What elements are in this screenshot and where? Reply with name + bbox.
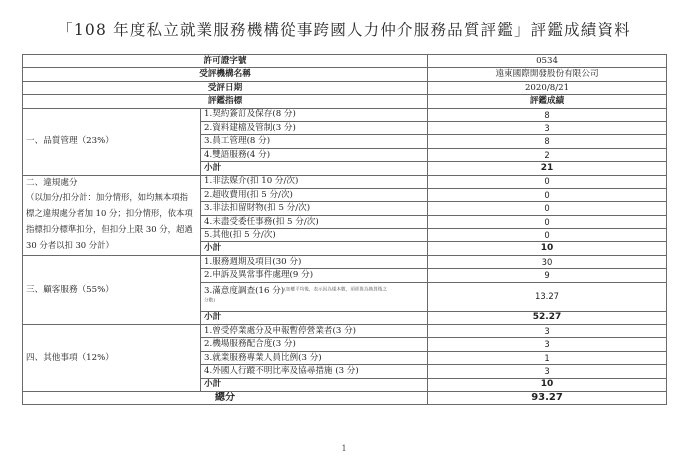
subtotal-value: 10 — [428, 242, 667, 255]
item-label: 5.其他(扣 5 分/次) — [201, 229, 428, 242]
category-note: 標之違規處分者加 10 分；扣分情形，依本項 — [26, 207, 193, 218]
info-row-agency — [23, 68, 667, 81]
item-label: 1.服務週期及項目(30 分) — [201, 255, 428, 268]
item-score: 0 — [428, 175, 667, 188]
category-customer-service — [23, 255, 201, 324]
category-title: 三、顧客服務（55%） — [26, 284, 114, 295]
item-label: 2.超收費用(扣 5 分/次) — [201, 188, 428, 201]
category-quality — [23, 108, 201, 175]
subtotal-label: 小計 — [201, 378, 428, 391]
info-row-license — [23, 55, 667, 68]
subtotal-label: 小計 — [201, 242, 428, 255]
item-label: 1.曾受停業處分及申報暫停營業者(3 分) — [201, 325, 428, 338]
item-label: 1.非法媒介(扣 10 分/次) — [201, 175, 428, 188]
item-label: 3.非法扣留財物(扣 5 分/次) — [201, 202, 428, 215]
item-label: 2.資料建檔及管制(3 分) — [201, 121, 428, 134]
category-title: 二、違規處分 — [26, 177, 78, 188]
indicator-header: 評鑑指標 — [23, 95, 428, 108]
item-label-satisfaction — [201, 282, 428, 311]
table-row — [23, 255, 667, 268]
subtotal-value: 21 — [428, 162, 667, 175]
subtotal-label: 小計 — [201, 311, 428, 324]
item-score: 3 — [428, 365, 667, 378]
item-score: 13.27 — [428, 282, 667, 311]
item-label: 3.員工管理(8 分) — [201, 135, 428, 148]
item-score: 2 — [428, 148, 667, 161]
total-label: 總分 — [23, 391, 428, 405]
item-note-cont: 分數) — [204, 298, 215, 304]
item-score: 0 — [428, 215, 667, 228]
item-score: 0 — [428, 188, 667, 201]
item-score: 8 — [428, 108, 667, 121]
item-label: 2.機場服務配合度(3 分) — [201, 338, 428, 351]
table-row — [23, 108, 667, 121]
category-violation — [23, 175, 201, 255]
category-note: 指標扣分標準扣分，但扣分上限 30 分，超過 — [26, 223, 193, 234]
agency-label: 受評機構名稱 — [23, 68, 428, 81]
category-note: 30 分者以扣 30 分計） — [26, 239, 114, 250]
total-row — [23, 391, 667, 405]
item-score: 0 — [428, 202, 667, 215]
item-score: 8 — [428, 135, 667, 148]
table-row — [23, 325, 667, 338]
category-title: 四、其他事項（12%） — [26, 352, 114, 363]
item-label: 4.外國人行蹤不明比率及協尋措施 (3 分) — [201, 365, 428, 378]
item-label: 1.契約簽訂及保存(8 分) — [201, 108, 428, 121]
page-number: 1 — [341, 444, 347, 453]
item-score: 30 — [428, 255, 667, 268]
item-score: 3 — [428, 121, 667, 134]
date-value: 2020/8/21 — [428, 81, 667, 94]
info-row-date — [23, 81, 667, 94]
document-title: 「108 年度私立就業服務機構從事跨國人力仲介服務品質評鑑」評鑑成績資料 — [57, 21, 631, 39]
header-row — [23, 95, 667, 108]
license-value: 0534 — [428, 55, 667, 68]
category-other — [23, 325, 201, 392]
table-row — [23, 175, 667, 188]
category-title: 一、品質管理（23%） — [26, 136, 114, 147]
category-note: （以加分/扣分計：加分情形，如均無本項指 — [26, 191, 188, 202]
score-table — [22, 54, 667, 405]
item-score: 3 — [428, 325, 667, 338]
item-label: 4.雙語服務(4 分) — [201, 148, 428, 161]
item-score: 9 — [428, 269, 667, 282]
item-label: 2.申訴及異常事件處理(9 分) — [201, 269, 428, 282]
score-header: 評鑑成績 — [428, 95, 667, 108]
item-label: 4.未盡受委任事務(扣 5 分/次) — [201, 215, 428, 228]
item-label: 3.滿意度調查(16 分) — [204, 285, 285, 296]
subtotal-value: 52.27 — [428, 311, 667, 324]
total-value: 93.27 — [428, 391, 667, 405]
date-label: 受評日期 — [23, 81, 428, 94]
item-score: 0 — [428, 229, 667, 242]
item-score: 1 — [428, 351, 667, 364]
license-label: 許可證字號 — [23, 55, 428, 68]
item-score: 3 — [428, 338, 667, 351]
item-note: (加權平均後，表示因為樣本數，須經推為換算後之 — [284, 287, 387, 293]
item-label: 3.就業服務專業人員比例(3 分) — [201, 351, 428, 364]
agency-value: 遠東國際開發股份有限公司 — [428, 68, 667, 81]
subtotal-label: 小計 — [201, 162, 428, 175]
subtotal-value: 10 — [428, 378, 667, 391]
